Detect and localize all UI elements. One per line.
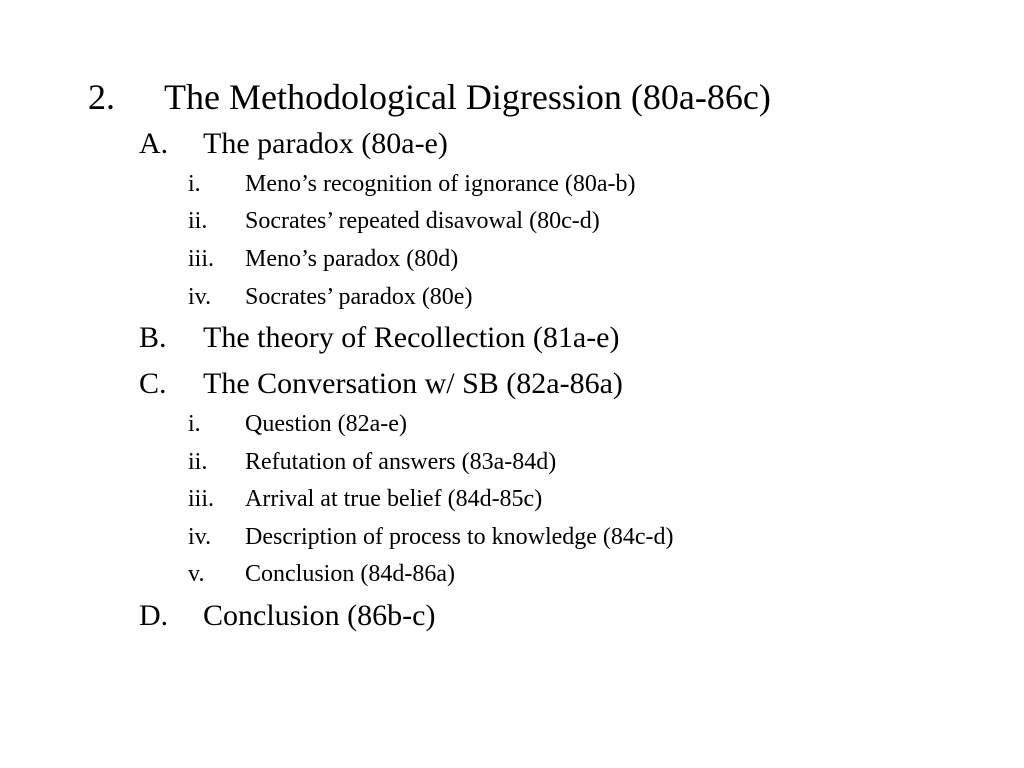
section-a-letter: A. [139, 127, 169, 160]
list-item-text: Socrates’ repeated disavowal (80c-d) [245, 208, 600, 234]
list-item-text: Arrival at true belief (84d-85c) [245, 486, 543, 512]
list-item-text: Socrates’ paradox (80e) [245, 284, 473, 310]
list-item-number: i. [188, 411, 201, 437]
list-item-number: v. [188, 561, 205, 587]
section-a-title: The paradox (80a-e) [203, 127, 448, 160]
section-c-title: The Conversation w/ SB (82a-86a) [203, 367, 623, 400]
list-item-text: Refutation of answers (83a-84d) [245, 449, 557, 475]
list-item-number: iv. [188, 524, 212, 550]
list-item-text: Meno’s paradox (80d) [245, 246, 459, 272]
list-item-text: Meno’s recognition of ignorance (80a-b) [245, 171, 636, 197]
list-item-number: iii. [188, 246, 215, 272]
section-b-title: The theory of Recollection (81a-e) [203, 321, 620, 354]
section-d-title: Conclusion (86b-c) [203, 599, 436, 632]
list-item-text: Description of process to knowledge (84c-d) [245, 524, 674, 550]
list-item-number: ii. [188, 208, 208, 234]
list-item-number: ii. [188, 449, 208, 475]
outline-heading-number: 2. [88, 77, 115, 117]
list-item-number: i. [188, 171, 201, 197]
list-item-number: iv. [188, 284, 212, 310]
outline-heading-text: The Methodological Digression (80a-86c) [164, 77, 771, 117]
list-item-number: iii. [188, 486, 215, 512]
list-item-text: Conclusion (84d-86a) [245, 561, 455, 587]
list-item-text: Question (82a-e) [245, 411, 407, 437]
section-d-letter: D. [139, 599, 169, 632]
section-c-letter: C. [139, 367, 167, 400]
section-b-letter: B. [139, 321, 167, 354]
